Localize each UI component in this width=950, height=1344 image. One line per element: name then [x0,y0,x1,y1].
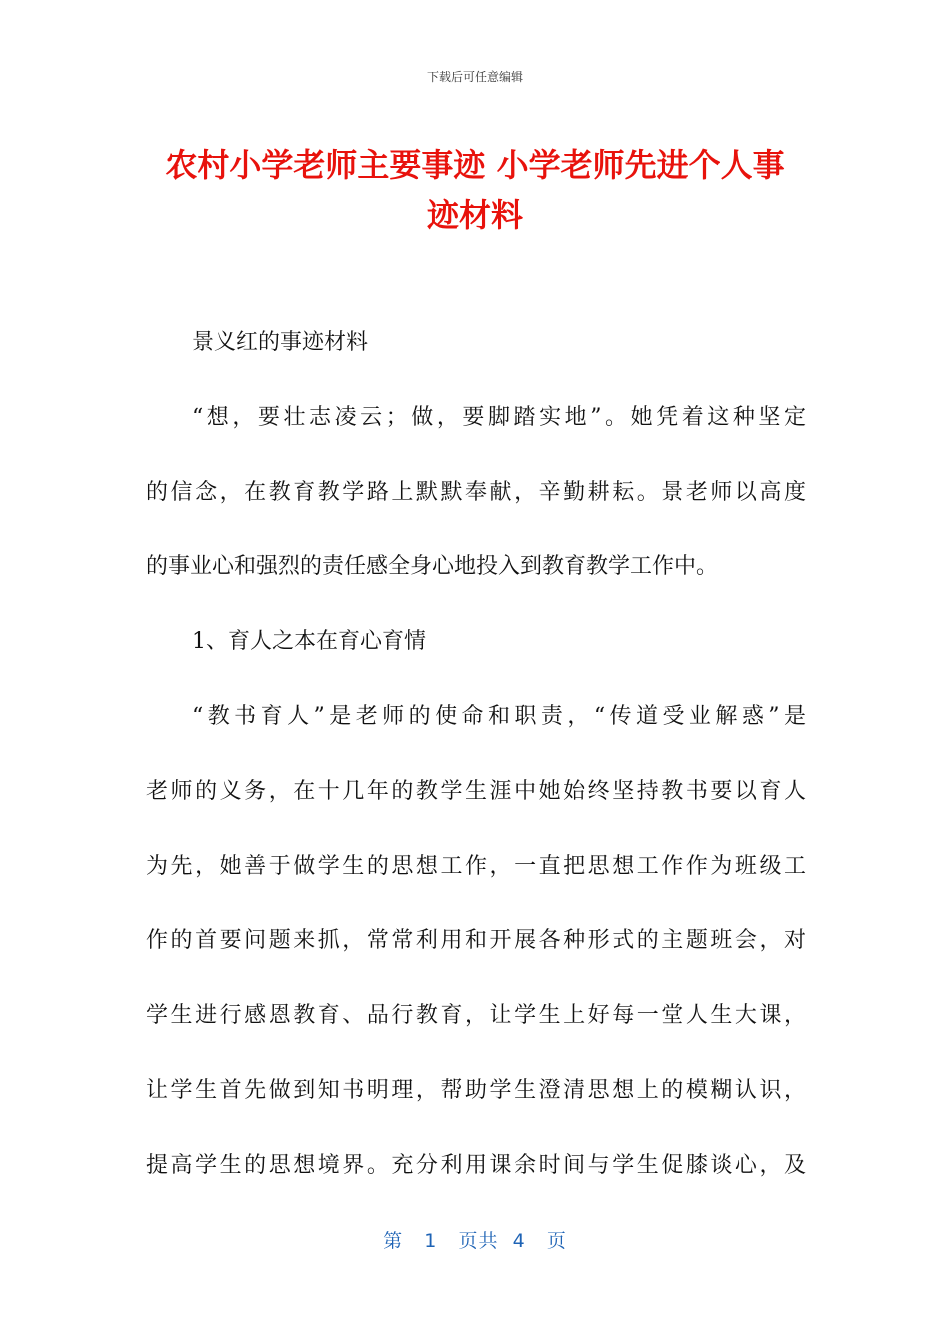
body-line: “教书育人”是老师的使命和职责，“传道受业解惑”是 [192,703,806,729]
body-line: 作的首要问题来抓，常常利用和开展各种形式的主题班会，对 [146,928,806,954]
footer-prefix: 第 [383,1230,404,1252]
body-line: “想，要壮志凌云；做，要脚踏实地”。她凭着这种坚定 [192,404,806,430]
title-line-2: 迹材料 [426,196,523,234]
footer-middle: 页共 [458,1230,499,1252]
document-title [140,140,810,240]
body-line: 为先，她善于做学生的思想工作，一直把思想工作作为班级工 [146,853,806,879]
body-line: 景义红的事迹材料 [192,330,369,355]
body-line: 让学生首先做到知书明理，帮助学生澄清思想上的模糊认识， [146,1077,806,1103]
body-line: 的事业心和强烈的责任感全身心地投入到教育教学工作中。 [146,554,719,580]
document-body [146,306,806,1204]
body-line: 老师的义务，在十几年的教学生涯中她始终坚持教书要以育人 [146,778,806,804]
footer-total-pages: 4 [512,1230,526,1252]
body-line: 提高学生的思想境界。充分利用课余时间与学生促膝谈心，及 [146,1152,806,1178]
title-line-1: 农村小学老师主要事迹 小学老师先进个人事 [165,146,785,184]
header-note: 下载后可任意编辑 [426,70,523,84]
page-footer [0,1226,950,1253]
body-line: 学生进行感恩教育、品行教育，让学生上好每一堂人生大课， [146,1003,806,1029]
footer-page-number: 1 [424,1230,438,1252]
body-line: 的信念，在教育教学路上默默奉献，辛勤耕耘。景老师以高度 [146,479,806,505]
body-line: 1、育人之本在育心育情 [192,629,426,655]
footer-suffix: 页 [546,1230,567,1252]
